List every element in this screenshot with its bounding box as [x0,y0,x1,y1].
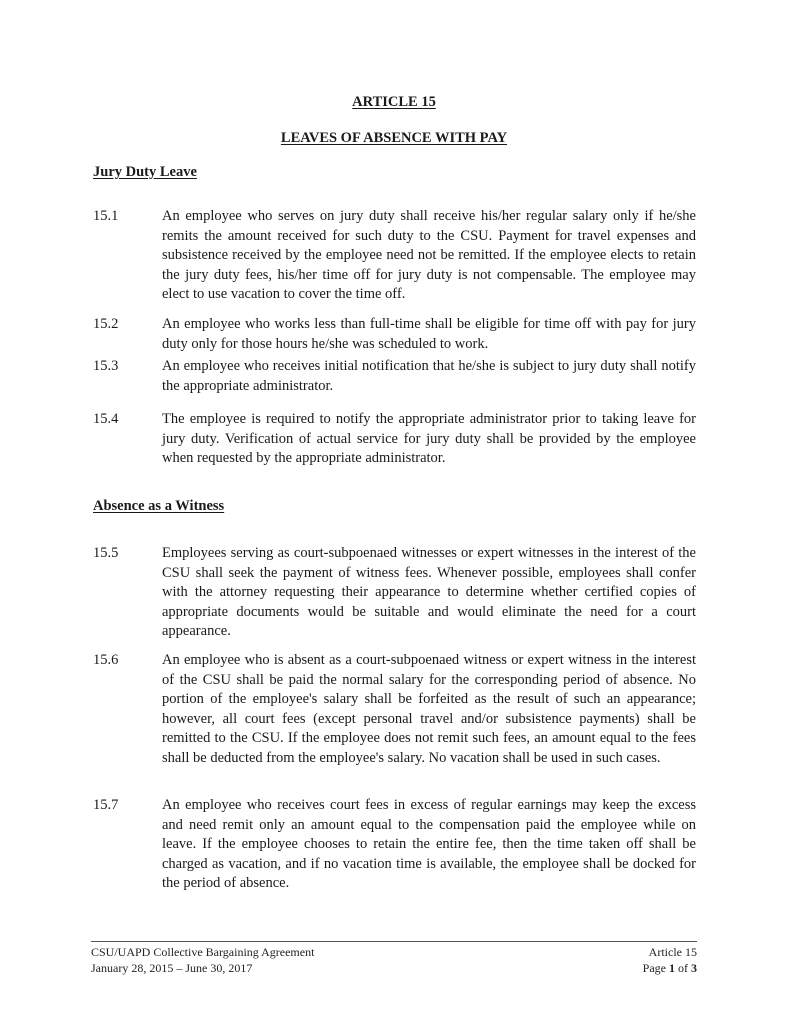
section-heading-absence-as-witness: Absence as a Witness [93,498,225,514]
clause-number: 15.5 [93,545,119,561]
clause-number: 15.4 [93,411,119,427]
article-subtitle: LEAVES OF ABSENCE WITH PAY [280,130,508,146]
footer-right [643,944,697,976]
article-title: ARTICLE 15 [352,94,436,110]
section-heading-jury-duty-leave: Jury Duty Leave [93,164,197,180]
clause-number: 15.2 [93,316,119,332]
footer-agreement-title: CSU/UAPD Collective Bargaining Agreement [91,945,315,959]
clause-text: An employee who works less than full-time shall be eligible for time off with pay for jury duty only for those hours he/she was scheduled to work. [162,316,696,352]
clause-text: An employee who serves on jury duty shall receive his/her regular salary only if he/she remits the amount received for such duty to the CSU. Payment for travel expenses and subsistence received by the employee need not be remitted. If the employee elects to retain the jury duty fees, his/her time off for jury duty is not compensable. The employee may elect to use vacation to cover the time off. [162,208,696,302]
page-current: 1 [669,961,675,975]
clause-number: 15.1 [93,208,119,224]
footer-left [91,944,314,976]
clause-number: 15.6 [93,652,119,668]
clause-text: An employee who receives initial notification that he/she is subject to jury duty shall notify the appropriate administrator. [162,358,696,394]
clause-number: 15.3 [93,358,119,374]
footer-divider [91,941,697,942]
page-total: 3 [691,961,697,975]
page-prefix: Page [642,961,669,975]
clause-text: An employee who receives court fees in excess of regular earnings may keep the excess and need remit only an amount equal to the compensation paid the employee while on leave. If the employee chooses to retain the entire fee, then the time taken off shall be charged as vacation, and if no vacation time is available, the employee shall be docked for the period of absence. [162,797,696,891]
page-of: of [675,961,691,975]
clause-number: 15.7 [93,797,119,813]
footer-page-number [643,960,697,976]
footer-article-label: Article 15 [648,945,697,959]
clause-text: The employee is required to notify the appropriate administrator prior to taking leave for jury duty. Verification of actual service for jury duty shall be provided by the employee when requested by the appropriate administrator. [162,411,696,466]
clause-text: An employee who is absent as a court-subpoenaed witness or expert witness in the interest of the CSU shall be paid the normal salary for the corresponding period of absence. No portion of the employee's salary shall be forfeited as the result of such an appearance; however, all court fees (except personal travel and/or subsistence payments) shall be remitted to the CSU. If the employee does not remit such fees, an amount equal to the fees shall be deducted from the employee's salary. No vacation shall be used in such cases. [162,652,696,766]
clause-text: Employees serving as court-subpoenaed witnesses or expert witnesses in the interest of the CSU shall seek the payment of witness fees. Whenever possible, employees shall confer with the attorney requesting their appearance to determine whether certified copies of appropriate documents would be suitable and would eliminate the need for a court appearance. [162,545,696,639]
footer-date-range: January 28, 2015 – June 30, 2017 [91,961,253,975]
